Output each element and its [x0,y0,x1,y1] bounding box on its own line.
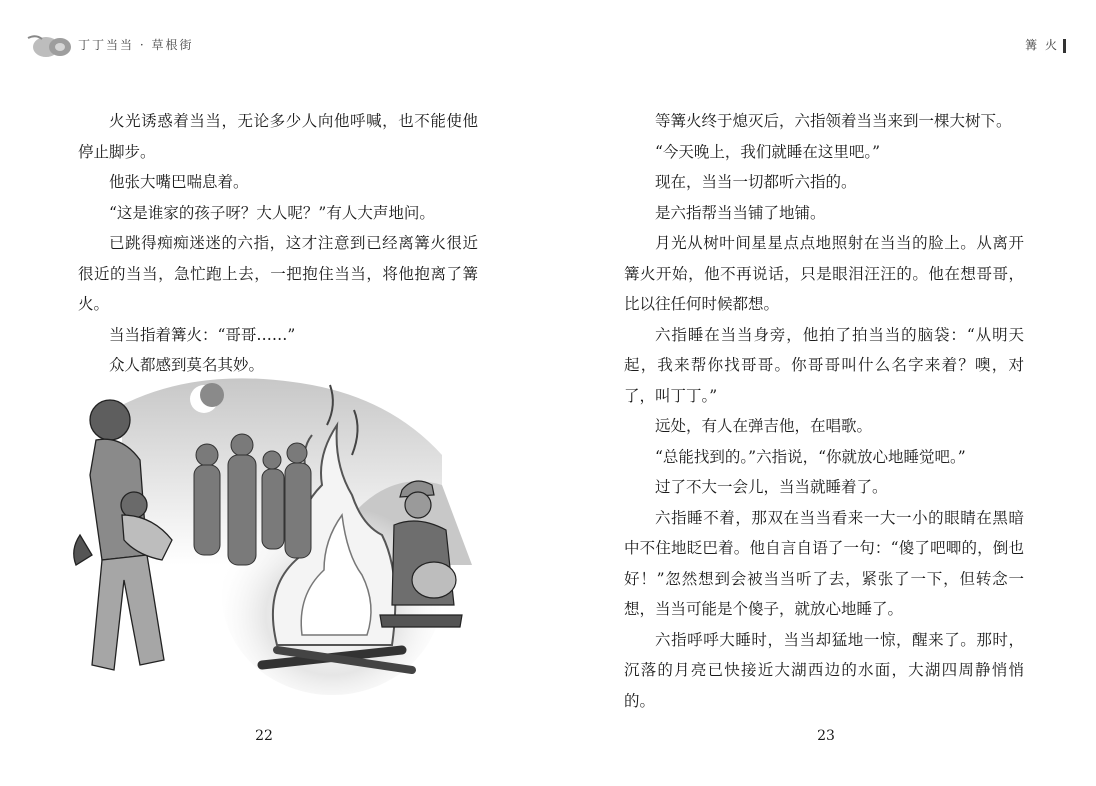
running-header-left: 丁丁当当 · 草根街 [78,38,194,52]
gourd-logo-icon [24,30,78,60]
left-body-text [78,106,478,381]
paragraph: “这是谁家的孩子呀？大人呢？”有人大声地问。 [109,203,435,222]
paragraph: “总能找到的。”六指说，“你就放心地睡觉吧。” [655,447,966,466]
paragraph: 众人都感到莫名其妙。 [109,356,265,374]
paragraph: 月光从树叶间星星点点地照射在当当的脸上。从离开篝火开始，他不再说话，只是眼泪汪汪的。他在想哥哥，比以往任何时候都想。 [624,234,1024,313]
page-number-right: 23 [817,728,835,744]
paragraph: 等篝火终于熄灭后，六指领着当当来到一棵大树下。 [655,112,1012,130]
paragraph: 六指呼呼大睡时，当当却猛地一惊，醒来了。那时，沉落的月亮已快接近大湖西边的水面，大湖四周静悄悄的。 [624,630,1024,710]
bonfire-illustration [62,365,492,705]
paragraph: 过了不大一会儿，当当就睡着了。 [655,478,888,496]
right-body-text [624,106,1024,716]
paragraph: 远处，有人在弹吉他，在唱歌。 [655,417,873,435]
paragraph: “今天晚上，我们就睡在这里吧。” [655,142,881,161]
right-page [548,0,1096,786]
header-bar-icon [1063,39,1066,53]
paragraph: 火光诱惑着当当，无论多少人向他呼喊，也不能使他停止脚步。 [78,112,478,161]
paragraph: 当当指着篝火：“哥哥……” [109,325,296,344]
running-header-right [1025,36,1066,53]
paragraph: 他张大嘴巴喘息着。 [109,173,249,191]
paragraph: 六指睡不着，那双在当当看来一大一小的眼睛在黑暗中不住地眨巴着。他自言自语了一句：“傻了吧唧的，倒也好！”忽然想到会被当当听了去，紧张了一下，但转念一想，当当可能是个傻子，就放心地睡了。 [624,508,1024,618]
paragraph: 现在，当当一切都听六指的。 [655,173,857,191]
paragraph: 已跳得痴痴迷迷的六指，这才注意到已经离篝火很近很近的当当，急忙跑上去，一把抱住当当，将他抱离了篝火。 [78,234,478,313]
chapter-title: 篝 火 [1025,38,1059,52]
paragraph: 是六指帮当当铺了地铺。 [655,203,826,222]
paragraph: 六指睡在当当身旁，他拍了拍当当的脑袋：“从明天起，我来帮你找哥哥。你哥哥叫什么名字来着？噢，对了，叫丁丁。” [624,325,1024,405]
page-number-left: 22 [255,728,273,744]
